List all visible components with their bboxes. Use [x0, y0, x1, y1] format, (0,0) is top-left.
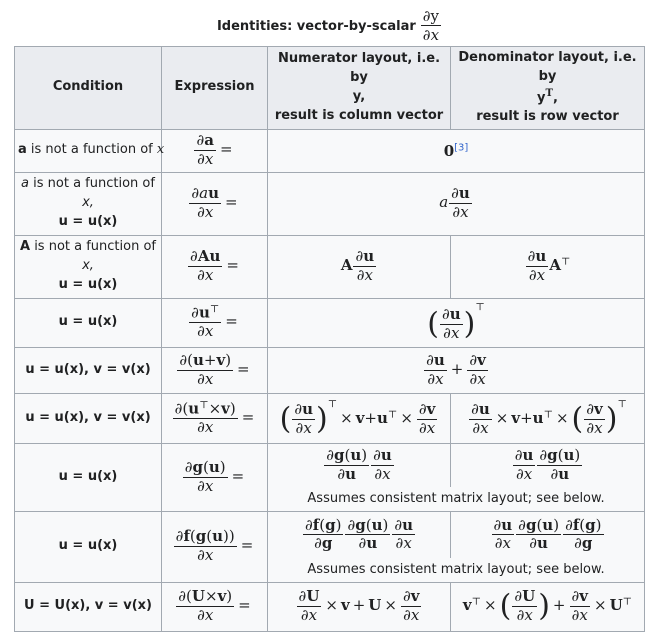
table-row	[15, 511, 645, 558]
table-row	[15, 393, 645, 443]
condition-var: A	[20, 239, 31, 255]
condition-text: u = u(x), v = v(x)	[25, 409, 151, 425]
header-expression: Expression	[162, 47, 268, 130]
header-denominator-sup: T	[545, 87, 553, 99]
table-row	[15, 347, 645, 393]
table-row	[15, 129, 645, 172]
header-denominator-comma: ,	[552, 90, 558, 106]
condition-text: u = u(x), v = v(x)	[25, 361, 151, 377]
table-row	[15, 298, 645, 347]
condition-text: u = u(x)	[58, 468, 118, 484]
header-denominator-line1: Denominator layout, i.e. by	[458, 50, 637, 84]
expression-cell: $\frac{\partial Au}{\partial x}$ =	[162, 235, 268, 298]
header-numerator-line2: y,	[352, 88, 366, 104]
denominator-result-cell: $\frac{\partial u}{\partial x}$ × v+u⊤ × ( $\frac{\partial v}{\partial x}$ )⊤	[451, 393, 645, 443]
expression-cell: $\frac{\partial a}{\partial x}$ =	[162, 129, 268, 172]
expression-fraction: $\frac{\partial a}{\partial x}$	[196, 131, 214, 169]
condition-x: x	[156, 142, 165, 158]
caption-fraction	[421, 8, 441, 45]
caption-frac-partial: ∂	[422, 25, 431, 44]
denominator-result-cell: $\frac{\partial u}{\partial x}$ $\frac{\partial g(u)}{\partial u}$ $\frac{\partial f(g)}{\partial g}$	[451, 511, 645, 558]
condition-text: u = u(x)	[58, 538, 118, 554]
condition-text: is not a function of	[26, 142, 157, 158]
layout-note: Assumes consistent matrix layout; see below.	[268, 487, 645, 511]
header-denominator-var: y	[537, 90, 546, 106]
header-denominator-line3: result is row vector	[476, 108, 619, 124]
result-cell-merged	[268, 129, 645, 172]
table-row	[15, 443, 645, 487]
caption-title: Identities: vector-by-scalar	[216, 18, 416, 34]
condition-cell	[15, 393, 162, 443]
denominator-result-cell: $\frac{\partial u}{\partial x}$ $\frac{\partial g(u)}{\partial u}$	[451, 443, 645, 487]
caption-frac-var: x	[430, 25, 440, 44]
caption-frac-numerator: ∂y	[422, 6, 440, 25]
result-cell-merged: $\frac{\partial u}{\partial x}$ + $\frac{\partial v}{\partial x}$	[268, 347, 645, 393]
numerator-result-cell: $\frac{\partial f(g)}{\partial g}$ $\frac{\partial g(u)}{\partial u}$ $\frac{\partial u}{\partial x}$	[268, 511, 451, 558]
result-zero: 0	[443, 141, 455, 160]
condition-cell	[15, 582, 162, 631]
expression-cell: $\frac{\partial(U\times v)}{\partial x}$ =	[162, 582, 268, 631]
result-cell-merged: ( $\frac{\partial u}{\partial x}$ )⊤	[268, 298, 645, 347]
condition-x: x,	[82, 195, 94, 211]
table-row	[15, 235, 645, 298]
layout-note: Assumes consistent matrix layout; see below.	[268, 558, 645, 582]
condition-u: u = u(x)	[58, 214, 118, 230]
condition-var: a	[21, 176, 30, 192]
condition-cell	[15, 298, 162, 347]
condition-cell	[15, 511, 162, 582]
condition-text: is not a function of	[29, 176, 155, 192]
result-cell-merged: a $\frac{\partial u}{\partial x}$	[268, 172, 645, 235]
expression-cell: $\frac{\partial u^⊤}{\partial x}$ =	[162, 298, 268, 347]
condition-var: a	[18, 142, 27, 158]
numerator-result-cell: $\frac{\partial g(u)}{\partial u}$ $\frac{\partial u}{\partial x}$	[268, 443, 451, 487]
denominator-result-cell: $\frac{\partial u}{\partial x}$ A⊤	[451, 235, 645, 298]
condition-cell	[15, 443, 162, 511]
numerator-result-cell: ( $\frac{\partial u}{\partial x}$ )⊤× v+u⊤ × $\frac{\partial v}{\partial x}$	[268, 393, 451, 443]
table-caption	[0, 6, 659, 46]
denominator-result-cell: v⊤ × ( $\frac{\partial U}{\partial x}$ ) + $\frac{\partial v}{\partial x}$ × U⊤	[451, 582, 645, 631]
numerator-result-cell: $\frac{\partial U}{\partial x}$ × v + U × $\frac{\partial v}{\partial x}$	[268, 582, 451, 631]
header-numerator-layout	[268, 47, 451, 130]
condition-cell	[15, 235, 162, 298]
condition-u: u = u(x)	[58, 277, 118, 293]
reference-link[interactable]: [3]	[454, 142, 469, 154]
header-denominator-layout	[451, 47, 645, 130]
expression-cell: $\frac{\partial f(g(u))}{\partial x}$ =	[162, 511, 268, 582]
identities-table	[14, 46, 645, 632]
condition-text: u = u(x)	[58, 314, 118, 330]
condition-x: x,	[82, 258, 94, 274]
header-row	[15, 47, 645, 130]
expression-cell: $\frac{\partial au}{\partial x}$ =	[162, 172, 268, 235]
table-row	[15, 172, 645, 235]
condition-cell	[15, 129, 165, 172]
condition-cell	[15, 347, 162, 393]
numerator-result-cell: A $\frac{\partial u}{\partial x}$	[268, 235, 451, 298]
condition-cell	[15, 172, 162, 235]
header-numerator-line1: Numerator layout, i.e. by	[277, 51, 441, 85]
expression-cell: $\frac{\partial(u+v)}{\partial x}$ =	[162, 347, 268, 393]
expression-cell: $\frac{\partial g(u)}{\partial x}$ =	[162, 443, 268, 511]
table-row	[15, 582, 645, 631]
expression-cell: $\frac{\partial(u^⊤\times v)}{\partial x}$ =	[162, 393, 268, 443]
header-condition: Condition	[15, 47, 162, 130]
condition-text: is not a function of	[30, 239, 156, 255]
header-numerator-line3: result is column vector	[274, 107, 444, 123]
condition-text: U = U(x), v = v(x)	[24, 598, 152, 614]
